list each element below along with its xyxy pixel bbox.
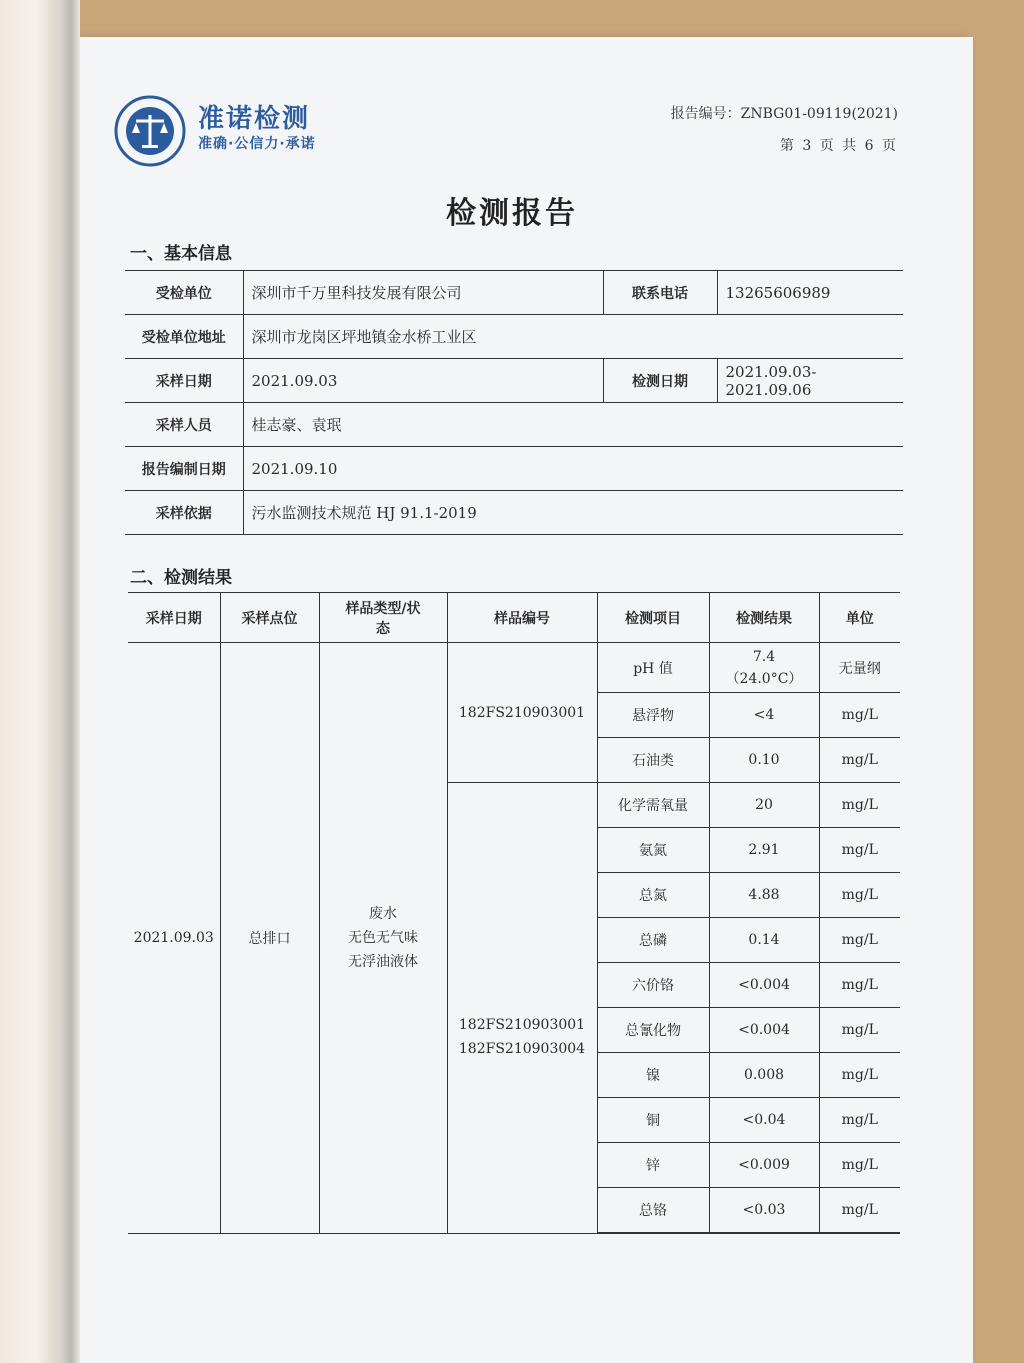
header-sample-no: 样品编号 <box>447 593 597 643</box>
client-value: 深圳市千万里科技发展有限公司 <box>243 271 603 315</box>
table-row <box>125 447 903 491</box>
unit: mg/L <box>819 1098 900 1143</box>
sampler-value: 桂志豪、袁珉 <box>243 403 903 447</box>
test-result: <0.004 <box>709 963 819 1008</box>
unit: mg/L <box>819 918 900 963</box>
test-result: 0.008 <box>709 1053 819 1098</box>
test-item: 锌 <box>597 1143 709 1188</box>
phone-value: 13265606989 <box>717 271 903 315</box>
sample-type-line: 废水 <box>369 905 397 922</box>
sample-type-cell <box>319 643 447 1234</box>
unit: mg/L <box>819 1053 900 1098</box>
test-item: 总铬 <box>597 1188 709 1234</box>
table-row <box>128 643 900 693</box>
unit: mg/L <box>819 783 900 828</box>
test-result: 0.10 <box>709 738 819 783</box>
test-date-value: 2021.09.03-2021.09.06 <box>717 359 903 403</box>
test-result: <0.009 <box>709 1143 819 1188</box>
address-value: 深圳市龙岗区坪地镇金水桥工业区 <box>243 315 903 359</box>
test-result: <0.04 <box>709 1098 819 1143</box>
test-item: 六价铬 <box>597 963 709 1008</box>
unit: mg/L <box>819 738 900 783</box>
test-item: 铜 <box>597 1098 709 1143</box>
header-sample-type: 样品类型/状态 <box>319 593 447 643</box>
sample-date-cell: 2021.09.03 <box>128 643 220 1234</box>
sample-no-line: 182FS210903004 <box>458 1041 586 1058</box>
test-item: 石油类 <box>597 738 709 783</box>
test-item: 总磷 <box>597 918 709 963</box>
report-number: 报告编号：ZNBG01-09119(2021) <box>670 106 898 122</box>
sample-date-value: 2021.09.03 <box>243 359 603 403</box>
sample-date-label: 采样日期 <box>125 359 243 403</box>
client-label: 受检单位 <box>125 271 243 315</box>
header-sample-date: 采样日期 <box>128 593 220 643</box>
table-row <box>125 271 903 315</box>
unit: mg/L <box>819 1008 900 1053</box>
test-result: <0.004 <box>709 1008 819 1053</box>
red-seal-stamp <box>950 650 980 830</box>
unit: mg/L <box>819 873 900 918</box>
header-unit: 单位 <box>819 593 900 643</box>
table-header-row <box>128 593 900 643</box>
test-result: 2.91 <box>709 828 819 873</box>
test-item: 总氮 <box>597 873 709 918</box>
result-value: 7.4 <box>752 648 776 665</box>
test-result: <4 <box>709 693 819 738</box>
unit: mg/L <box>819 693 900 738</box>
result-temperature: （24.0°C） <box>725 670 803 687</box>
sample-no-cell: 182FS210903001 <box>447 643 597 783</box>
test-item: 化学需氧量 <box>597 783 709 828</box>
brand-name: 准诺检测 <box>198 104 311 134</box>
sampler-label: 采样人员 <box>125 403 243 447</box>
phone-label: 联系电话 <box>603 271 717 315</box>
test-result: 20 <box>709 783 819 828</box>
unit: 无量纲 <box>819 643 900 693</box>
test-item: 总氰化物 <box>597 1008 709 1053</box>
basic-info-table <box>125 270 903 535</box>
header-test-result: 检测结果 <box>709 593 819 643</box>
header-test-item: 检测项目 <box>597 593 709 643</box>
section-test-results: 二、检测结果 <box>130 568 232 588</box>
test-result: 0.14 <box>709 918 819 963</box>
test-date-label: 检测日期 <box>603 359 717 403</box>
test-result: 4.88 <box>709 873 819 918</box>
scales-logo-icon <box>114 95 186 167</box>
address-label: 受检单位地址 <box>125 315 243 359</box>
page-number: 第 3 页 共 6 页 <box>779 138 896 154</box>
basis-value: 污水监测技术规范 HJ 91.1-2019 <box>243 491 903 535</box>
document-title: 检测报告 <box>446 196 578 231</box>
sample-type-line: 无色无气味 <box>348 929 418 946</box>
report-date-value: 2021.09.10 <box>243 447 903 491</box>
table-row <box>125 403 903 447</box>
basis-label: 采样依据 <box>125 491 243 535</box>
unit: mg/L <box>819 1188 900 1234</box>
test-item: 氨氮 <box>597 828 709 873</box>
sample-point-cell: 总排口 <box>220 643 319 1234</box>
sample-no-line: 182FS210903001 <box>458 1017 586 1034</box>
test-result <box>709 643 819 693</box>
unit: mg/L <box>819 963 900 1008</box>
table-row <box>125 359 903 403</box>
report-date-label: 报告编制日期 <box>125 447 243 491</box>
header-sample-point: 采样点位 <box>220 593 319 643</box>
sample-type-line: 无浮油液体 <box>348 953 418 970</box>
test-results-table <box>128 592 900 1234</box>
unit: mg/L <box>819 1143 900 1188</box>
test-item: 悬浮物 <box>597 693 709 738</box>
brand-slogan: 准确·公信力·承诺 <box>198 136 316 152</box>
test-item: 镍 <box>597 1053 709 1098</box>
sample-no-cell <box>447 783 597 1234</box>
test-result: <0.03 <box>709 1188 819 1234</box>
table-row <box>125 491 903 535</box>
table-row <box>125 315 903 359</box>
unit: mg/L <box>819 828 900 873</box>
test-item: pH 值 <box>597 643 709 693</box>
section-basic-info: 一、基本信息 <box>130 244 232 264</box>
